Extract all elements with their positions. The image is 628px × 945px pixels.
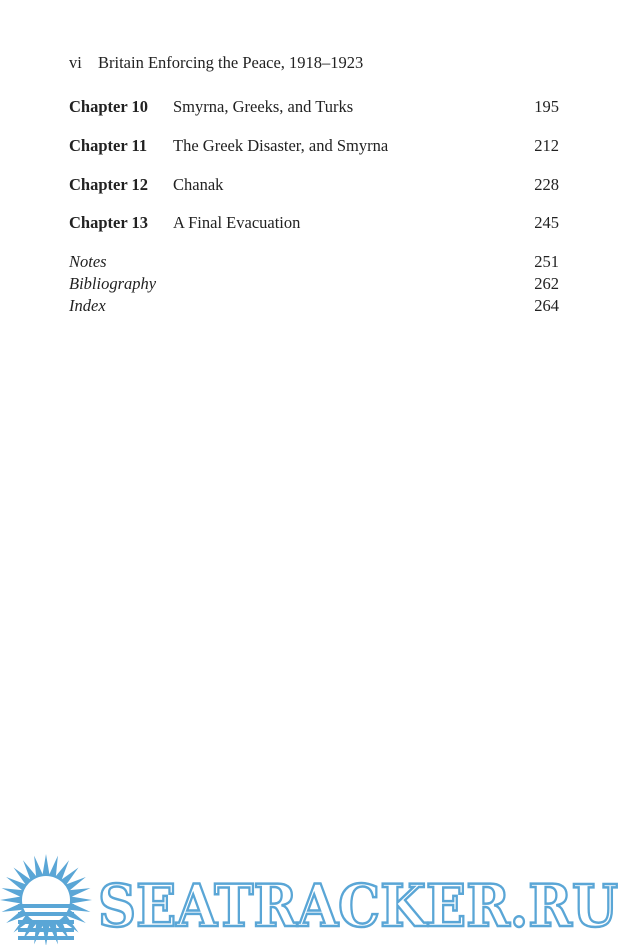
back-matter-label: Notes [69,252,107,271]
chapter-label: Chapter 11 [69,136,148,155]
toc-row [69,96,559,118]
chapter-title: Chanak [173,175,224,194]
back-matter-label: Bibliography [69,274,157,293]
chapter-label: Chapter 13 [69,213,148,232]
back-matter-page: 251 [534,252,559,271]
chapter-page: 212 [534,136,559,155]
sun-icon [0,854,92,945]
back-matter-page: 264 [534,296,559,315]
chapter-label: Chapter 12 [69,175,148,194]
running-head [69,53,363,73]
toc-row [69,212,559,234]
page-folio: vi [69,53,82,72]
chapter-title: A Final Evacuation [173,213,301,232]
chapter-title: Smyrna, Greeks, and Turks [173,97,354,116]
back-matter-page: 262 [534,274,559,293]
toc-row [69,135,559,157]
chapter-page: 245 [534,213,559,232]
chapter-page: 195 [534,97,559,116]
book-title: Britain Enforcing the Peace, 1918–1923 [98,53,364,72]
back-matter-row [69,273,559,295]
chapter-label: Chapter 10 [69,97,148,116]
chapter-page: 228 [534,175,559,194]
chapter-title: The Greek Disaster, and Smyrna [173,136,389,155]
watermark [0,850,628,945]
back-matter-row [69,295,559,317]
toc-row [69,174,559,196]
back-matter-row [69,251,559,273]
watermark-graphic [0,850,628,945]
back-matter-label: Index [69,296,106,315]
watermark-text: SEATRACKER.RU [98,872,618,940]
